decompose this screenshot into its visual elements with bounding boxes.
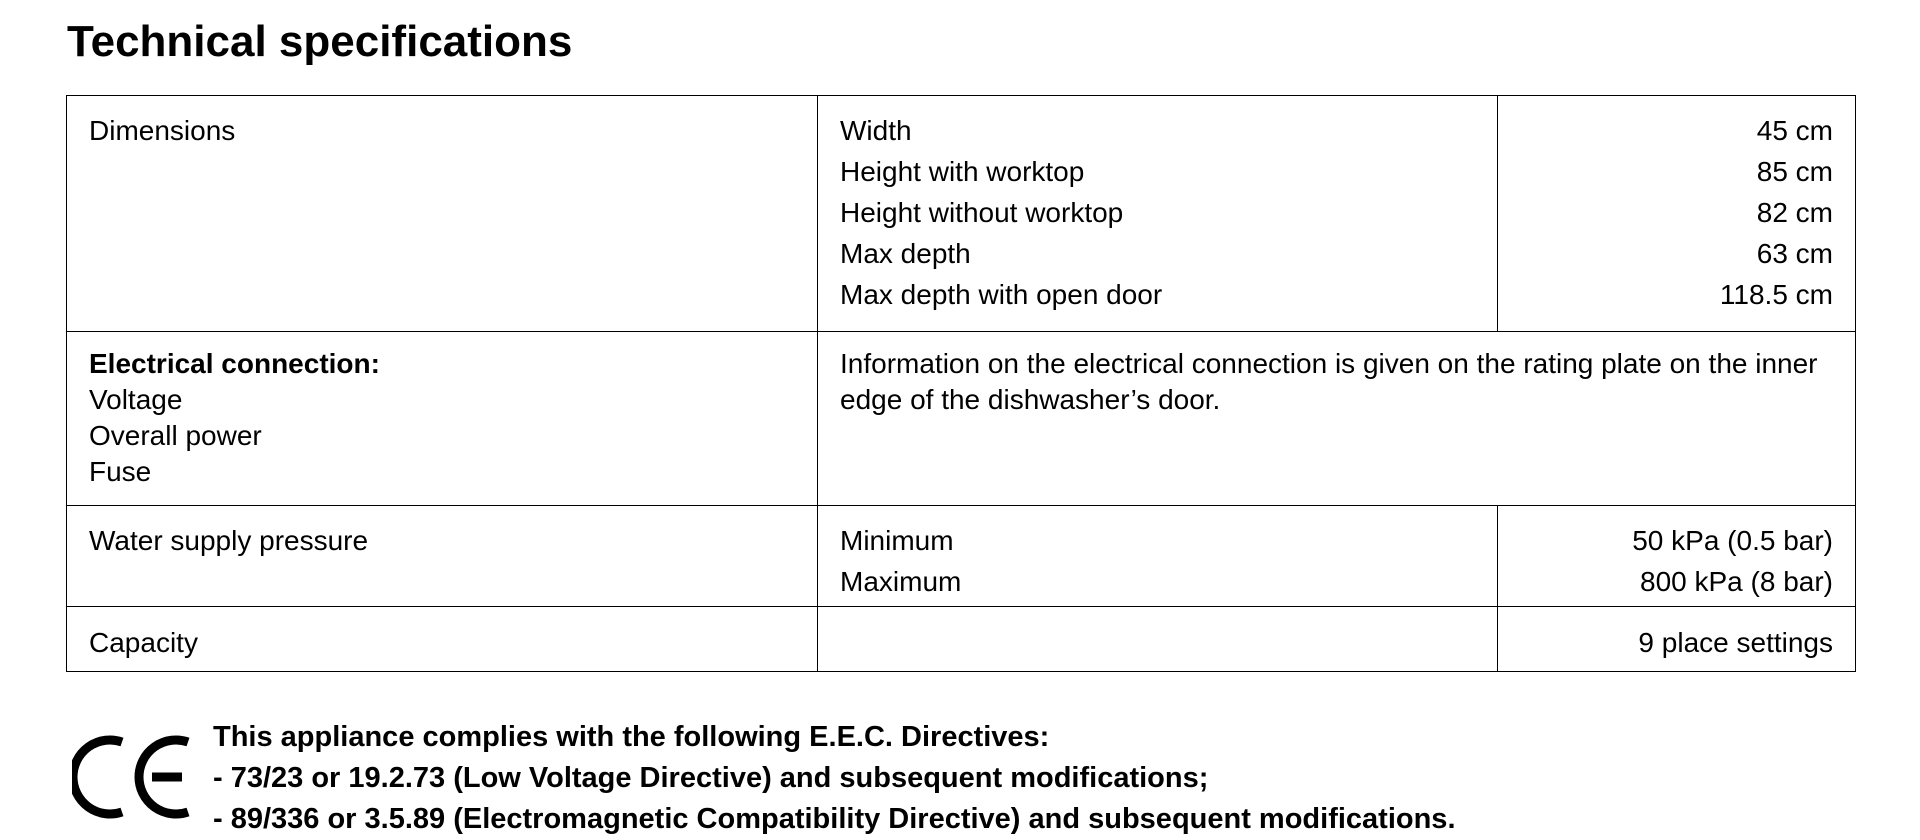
directive-line: - 89/336 or 3.5.89 (Electromagnetic Compatibility Directive) and subsequent modifications. xyxy=(213,803,1456,835)
dimension-name: Height without worktop xyxy=(840,197,1124,228)
page-title: Technical specifications xyxy=(67,17,573,66)
dimensions-names-cell xyxy=(818,96,1498,332)
table-row-water-supply xyxy=(67,506,1856,607)
pressure-value: 800 kPa (8 bar) xyxy=(1640,566,1833,597)
electrical-label-cell xyxy=(67,332,818,506)
compliance-statement xyxy=(213,717,1456,840)
dimension-value: 63 cm xyxy=(1756,238,1833,269)
table-row-electrical xyxy=(67,332,1856,506)
electrical-item: Fuse xyxy=(89,456,152,487)
dimension-name: Width xyxy=(840,115,912,146)
water-names-cell xyxy=(818,506,1498,607)
specifications-table xyxy=(66,95,1856,672)
pressure-value: 50 kPa (0.5 bar) xyxy=(1632,525,1833,556)
dimensions-label: Dimensions xyxy=(89,115,236,146)
compliance-heading: This appliance complies with the following E.E.C. Directives: xyxy=(213,721,1050,753)
dimension-name: Height with worktop xyxy=(840,156,1085,187)
dimension-name: Max depth with open door xyxy=(840,279,1163,310)
directive-line: - 73/23 or 19.2.73 (Low Voltage Directive) and subsequent modifications; xyxy=(213,762,1209,794)
water-supply-label: Water supply pressure xyxy=(89,525,369,556)
table-row-capacity xyxy=(67,607,1856,672)
dimensions-label-cell xyxy=(67,96,818,332)
pressure-name: Maximum xyxy=(840,566,962,597)
ce-mark-icon xyxy=(72,728,196,824)
pressure-name: Minimum xyxy=(840,525,954,556)
water-values-cell xyxy=(1498,506,1856,607)
electrical-info: Information on the electrical connection is given on the rating plate on the inner edge of the dishwasher’s door. xyxy=(840,348,1818,415)
capacity-label-cell xyxy=(67,607,818,672)
dimension-value: 82 cm xyxy=(1756,197,1833,228)
table-row-dimensions xyxy=(67,96,1856,332)
electrical-heading: Electrical connection: xyxy=(89,348,380,379)
dimension-value: 118.5 cm xyxy=(1719,279,1833,310)
dimensions-values-cell xyxy=(1498,96,1856,332)
electrical-item: Overall power xyxy=(89,420,262,451)
capacity-label: Capacity xyxy=(89,627,198,658)
capacity-value: 9 place settings xyxy=(1638,627,1833,658)
water-label-cell xyxy=(67,506,818,607)
capacity-value-cell xyxy=(1498,607,1856,672)
dimension-name: Max depth xyxy=(840,238,971,269)
capacity-empty-cell xyxy=(818,607,1498,672)
electrical-info-cell xyxy=(818,332,1856,506)
electrical-item: Voltage xyxy=(89,384,183,415)
dimension-value: 85 cm xyxy=(1756,156,1833,187)
dimension-value: 45 cm xyxy=(1756,115,1833,146)
